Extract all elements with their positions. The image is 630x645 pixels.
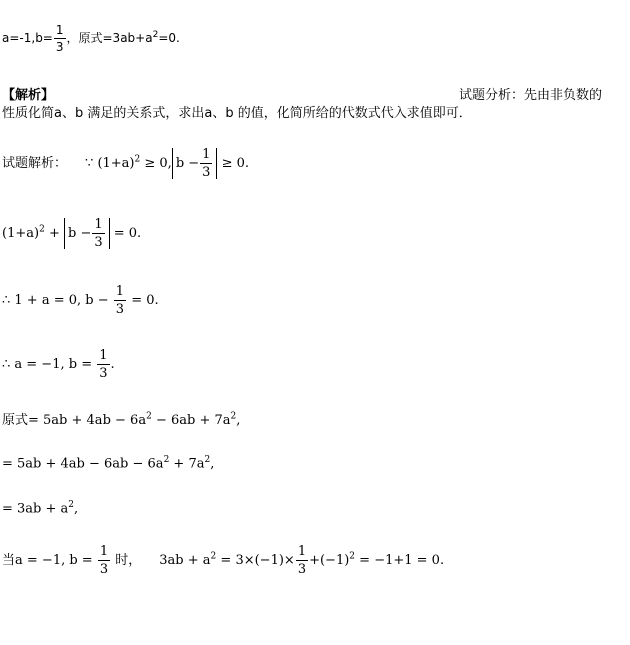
solution-title: 试题解析：: [2, 156, 68, 171]
exp-8a: 2: [210, 551, 217, 562]
absolute-value: [172, 148, 218, 179]
expr-7-end: ,: [74, 501, 79, 517]
expr-5-mid: − 6ab + 7a: [151, 413, 231, 428]
fraction-bar: [92, 233, 104, 234]
exp-5b: 2: [230, 411, 237, 422]
expr-7: = 3ab + a: [2, 501, 69, 517]
solution-line-1: [2, 148, 249, 179]
fraction-bar: [114, 300, 126, 301]
fraction: [98, 545, 110, 576]
expr-8e: = −1+1 = 0.: [355, 553, 445, 568]
expr-3-end: = 0.: [131, 293, 159, 308]
solution-line-4: [2, 349, 115, 380]
abs-content: b −: [175, 156, 200, 171]
expr-6-end: ,: [210, 456, 215, 472]
expr-5: = 5ab + 4ab − 6a: [28, 413, 147, 428]
analysis-title: 试题分析：先由非负数的: [459, 88, 603, 103]
expr-1a: (1+a): [97, 156, 135, 171]
fraction-numerator: 1: [202, 147, 211, 162]
fraction-2: [296, 545, 308, 576]
answer-prefix: a=-1,b=: [2, 31, 53, 45]
fraction-denominator: 3: [99, 562, 109, 577]
answer-line: [2, 24, 180, 53]
exp-6b: 2: [204, 455, 211, 465]
solution-line-6: [2, 455, 214, 471]
fraction-bar: [98, 560, 110, 561]
exp-8b: 2: [349, 551, 356, 562]
solution-line-8: [2, 545, 444, 576]
original-expression-label: 原式: [2, 413, 29, 428]
jiexi-label: 【解析】: [2, 88, 55, 103]
expr-2a: (1+a): [2, 226, 40, 241]
fraction-denominator: 3: [297, 562, 307, 577]
fraction-numerator: 1: [297, 544, 307, 559]
fraction: [92, 218, 104, 249]
analysis-continued: 性质化简a、b 满足的关系式，求出a、b 的值，化简所给的代数式代入求值即可．: [2, 106, 472, 121]
expr-8b: 3ab + a: [159, 553, 211, 568]
expr-1b: ≥ 0,: [144, 156, 172, 171]
answer-fraction: [54, 24, 66, 53]
fraction-numerator: 1: [99, 544, 109, 559]
fraction: [114, 285, 126, 316]
fraction-bar: [54, 38, 66, 39]
answer-end: =0.: [158, 31, 180, 45]
solution-line-5: [2, 409, 240, 428]
fraction-denominator: 3: [99, 366, 108, 381]
expr-8d: +(−1): [309, 553, 350, 568]
fraction-bar: [296, 560, 308, 561]
expr-2-end: = 0.: [113, 226, 142, 241]
fraction-numerator: 1: [94, 217, 103, 232]
answer-exponent: 2: [152, 30, 159, 40]
fraction: [200, 148, 212, 179]
fraction-numerator: 1: [115, 284, 125, 299]
expr-6: = 5ab + 4ab − 6ab − 6a: [2, 456, 164, 472]
expr-5-end: ,: [236, 413, 241, 428]
exp-2a: 2: [39, 224, 45, 235]
fraction-numerator: 1: [55, 23, 64, 37]
fraction-numerator: 1: [99, 348, 108, 363]
solution-line-3: [2, 285, 159, 316]
fraction: [97, 349, 109, 380]
exp-7: 2: [68, 500, 75, 510]
exp-1a: 2: [134, 154, 141, 165]
abs-content: b −: [67, 226, 92, 241]
expr-4-end: .: [110, 357, 115, 372]
expr-4a: ∴ a = −1, b =: [2, 357, 93, 372]
fraction-denominator: 3: [202, 165, 211, 180]
expr-3a: ∴ 1 + a = 0, b −: [2, 293, 109, 308]
fraction-bar: [200, 163, 212, 164]
exp-6a: 2: [163, 455, 170, 465]
fraction-denominator: 3: [55, 40, 64, 54]
fraction-denominator: 3: [115, 302, 125, 317]
expr-1-end: ≥ 0.: [221, 156, 250, 171]
time-label: 时，: [115, 553, 142, 568]
plus-sign: +: [48, 226, 60, 241]
answer-suffix: ，原式=3ab+a: [66, 31, 153, 45]
because-symbol: ∵: [85, 156, 94, 171]
solution-line-2: [2, 218, 141, 249]
absolute-value: [64, 218, 110, 249]
when-label: 当: [2, 553, 16, 568]
fraction-denominator: 3: [94, 235, 103, 250]
solution-line-7: [2, 500, 78, 516]
expr-6-mid: + 7a: [169, 456, 205, 472]
expr-8c: = 3×(−1)×: [216, 553, 295, 568]
expr-8a: a = −1, b =: [15, 553, 93, 568]
fraction-bar: [97, 364, 109, 365]
exp-5a: 2: [146, 411, 152, 422]
